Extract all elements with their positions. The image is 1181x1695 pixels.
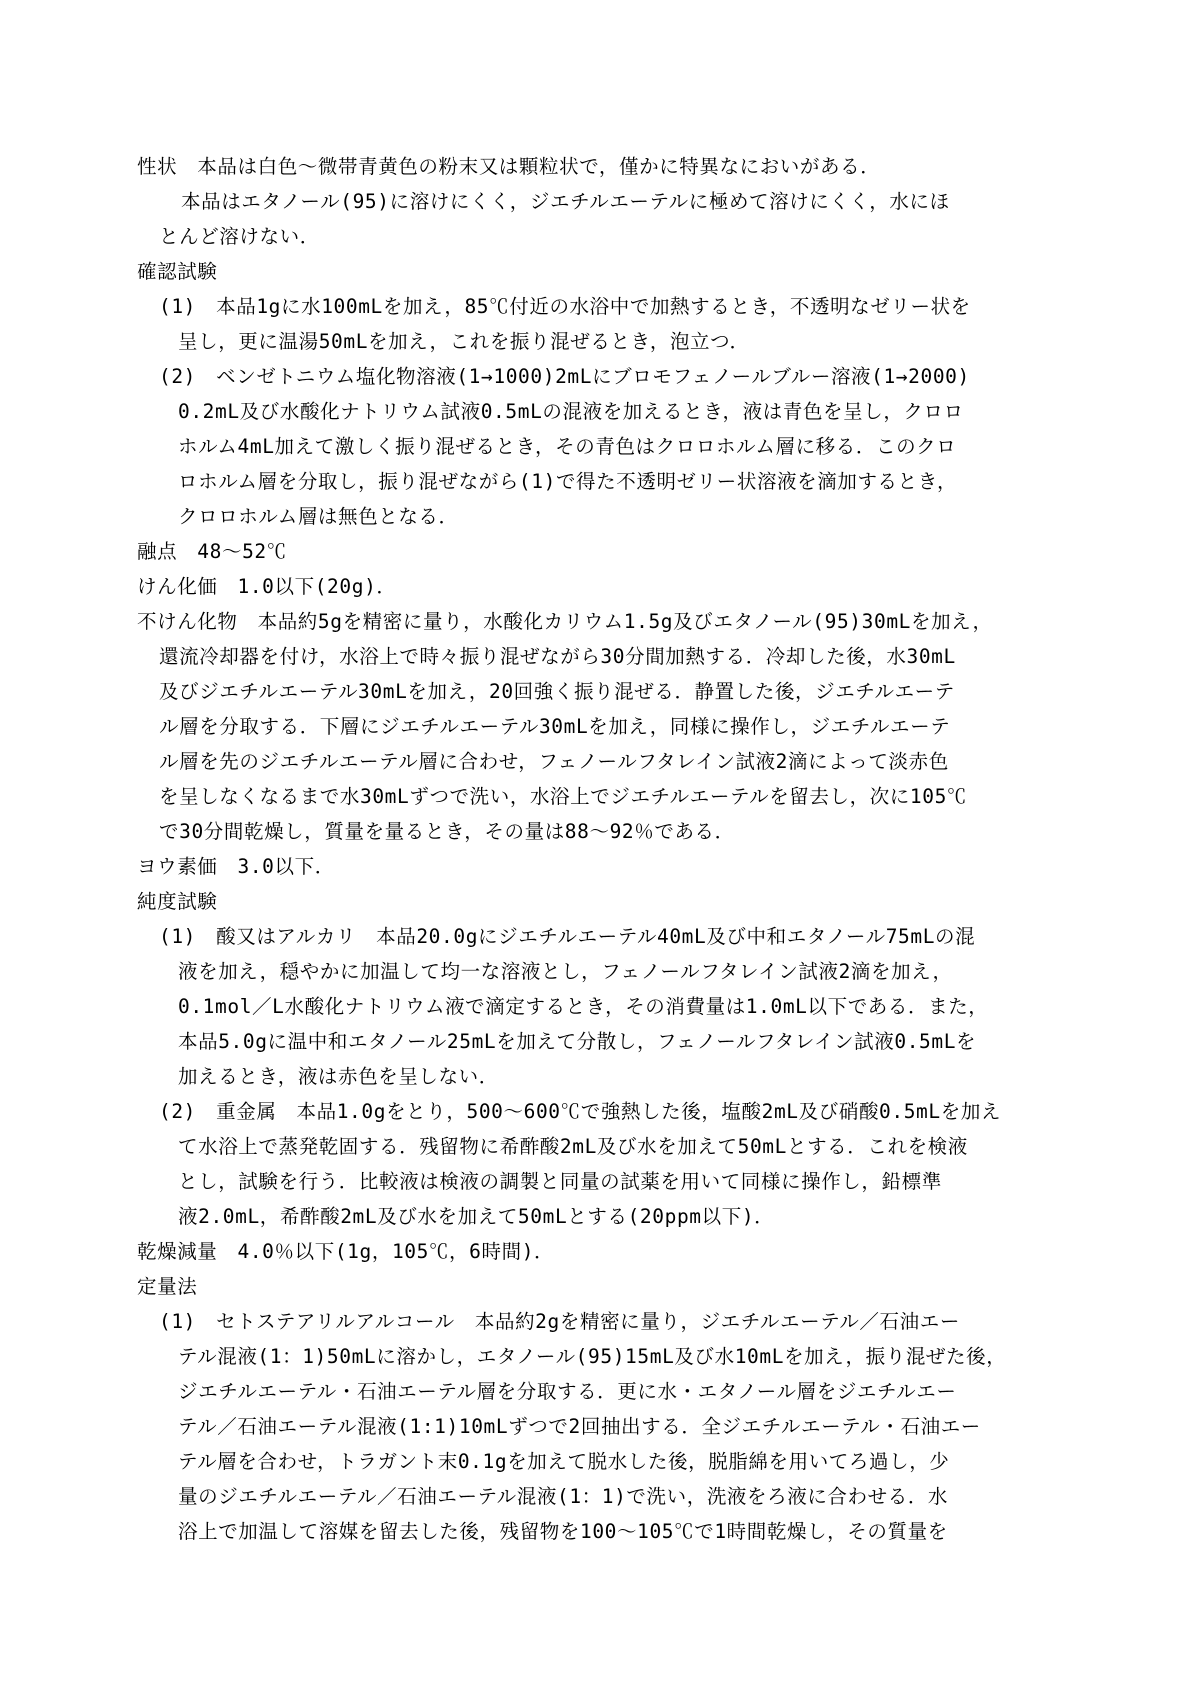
text-line: 液を加え，穏やかに加温して均一な溶液とし，フェノールフタレイン試液2滴を加え，: [178, 960, 953, 983]
text-line: 還流冷却器を付け，水浴上で時々振り混ぜながら30分間加熱する．冷却した後，水30mL: [159, 645, 956, 668]
text-line: ル層を先のジエチルエーテル層に合わせ，フェノールフタレイン試液2滴によって淡赤色: [159, 750, 949, 773]
text-line: (2) 重金属 本品1.0gをとり，500〜600℃で強熱した後，塩酸2mL及び硝酸0.5mLを加え: [159, 1100, 1002, 1123]
text-line: を呈しなくなるまで水30mLずつで洗い，水浴上でジエチルエーテルを留去し，次に105℃: [159, 785, 968, 808]
text-line: 本品はエタノール(95)に溶けにくく，ジエチルエーテルに極めて溶けにくく，水にほ: [181, 190, 950, 213]
text-line: 量のジエチルエーテル／石油エーテル混液(1：1)で洗い，洗液をろ液に合わせる．水: [178, 1485, 949, 1508]
text-line: 融点 48〜52℃: [137, 540, 287, 563]
text-line: 呈し，更に温湯50mLを加え，これを振り混ぜるとき，泡立つ．: [178, 330, 750, 353]
text-line: 純度試験: [137, 890, 218, 913]
text-line: 浴上で加温して溶媒を留去した後，残留物を100〜105℃で1時間乾燥し，その質量を: [178, 1520, 948, 1543]
text-line: けん化価 1.0以下(20g)．: [137, 575, 397, 598]
text-line: 乾燥減量 4.0％以下(1g，105℃，6時間)．: [137, 1240, 555, 1263]
text-line: 0.2mL及び水酸化ナトリウム試液0.5mLの混液を加えるとき，液は青色を呈し，クロロ: [178, 400, 964, 423]
text-line: ヨウ素価 3.0以下．: [137, 855, 335, 878]
text-line: クロロホルム層は無色となる．: [178, 505, 459, 528]
text-line: (1) 本品1gに水100mLを加え，85℃付近の水浴中で加熱するとき，不透明なゼリー状を: [159, 295, 971, 318]
text-line: 0.1mol／L水酸化ナトリウム液で滴定するとき，その消費量は1.0mL以下である．また，: [178, 995, 989, 1018]
text-line: テル層を合わせ，トラガント末0.1gを加えて脱水した後，脱脂綿を用いてろ過し，少: [178, 1450, 950, 1473]
text-line: とんど溶けない．: [159, 225, 320, 248]
text-line: ホルム4mL加えて激しく振り混ぜるとき，その青色はクロロホルム層に移る．このクロ: [178, 435, 957, 458]
text-line: 本品5.0gに温中和エタノール25mLを加えて分散し，フェノールフタレイン試液0.5mLを: [178, 1030, 977, 1053]
text-line: 不けん化物 本品約5gを精密に量り，水酸化カリウム1.5g及びエタノール(95)30mLを加え，: [137, 610, 993, 633]
text-line: テル混液(1：1)50mLに溶かし，エタノール(95)15mL及び水10mLを加え，振り混ぜた後，: [178, 1345, 1007, 1368]
text-line: 加えるとき，液は赤色を呈しない．: [178, 1065, 499, 1088]
text-line: ジエチルエーテル・石油エーテル層を分取する．更に水・エタノール層をジエチルエー: [178, 1380, 957, 1403]
text-line: 定量法: [137, 1275, 198, 1298]
text-line: ロホルム層を分取し，振り混ぜながら(1)で得た不透明ゼリー状溶液を滴加するとき，: [178, 470, 958, 493]
text-line: 性状 本品は白色〜微帯青黄色の粉末又は顆粒状で，僅かに特異なにおいがある．: [137, 155, 881, 178]
text-line: 確認試験: [137, 260, 218, 283]
text-line: ル層を分取する．下層にジエチルエーテル30mLを加え，同様に操作し，ジエチルエーテ: [159, 715, 951, 738]
text-line: 液2.0mL，希酢酸2mL及び水を加えて50mLとする(20ppm以下)．: [178, 1205, 775, 1228]
text-line: (2) ベンゼトニウム塩化物溶液(1→1000)2mLにブロモフェノールブルー溶液(1→2000): [159, 365, 970, 388]
text-line: とし，試験を行う．比較液は検液の調製と同量の試薬を用いて同様に操作し，鉛標準: [178, 1170, 942, 1193]
text-line: (1) セトステアリルアルコール 本品約2gを精密に量り，ジエチルエーテル／石油エー: [159, 1310, 960, 1333]
text-line: 及びジエチルエーテル30mLを加え，20回強く振り混ぜる．静置した後，ジエチルエーテ: [159, 680, 955, 703]
text-line: (1) 酸又はアルカリ 本品20.0gにジエチルエーテル40mL及び中和エタノール75mLの混: [159, 925, 976, 948]
text-line: で30分間乾燥し，質量を量るとき，その量は88〜92％である．: [159, 820, 735, 843]
text-line: て水浴上で蒸発乾固する．残留物に希酢酸2mL及び水を加えて50mLとする．これを検液: [178, 1135, 968, 1158]
text-line: テル／石油エーテル混液(1:1)10mLずつで2回抽出する．全ジエチルエーテル・石油エー: [178, 1415, 981, 1438]
